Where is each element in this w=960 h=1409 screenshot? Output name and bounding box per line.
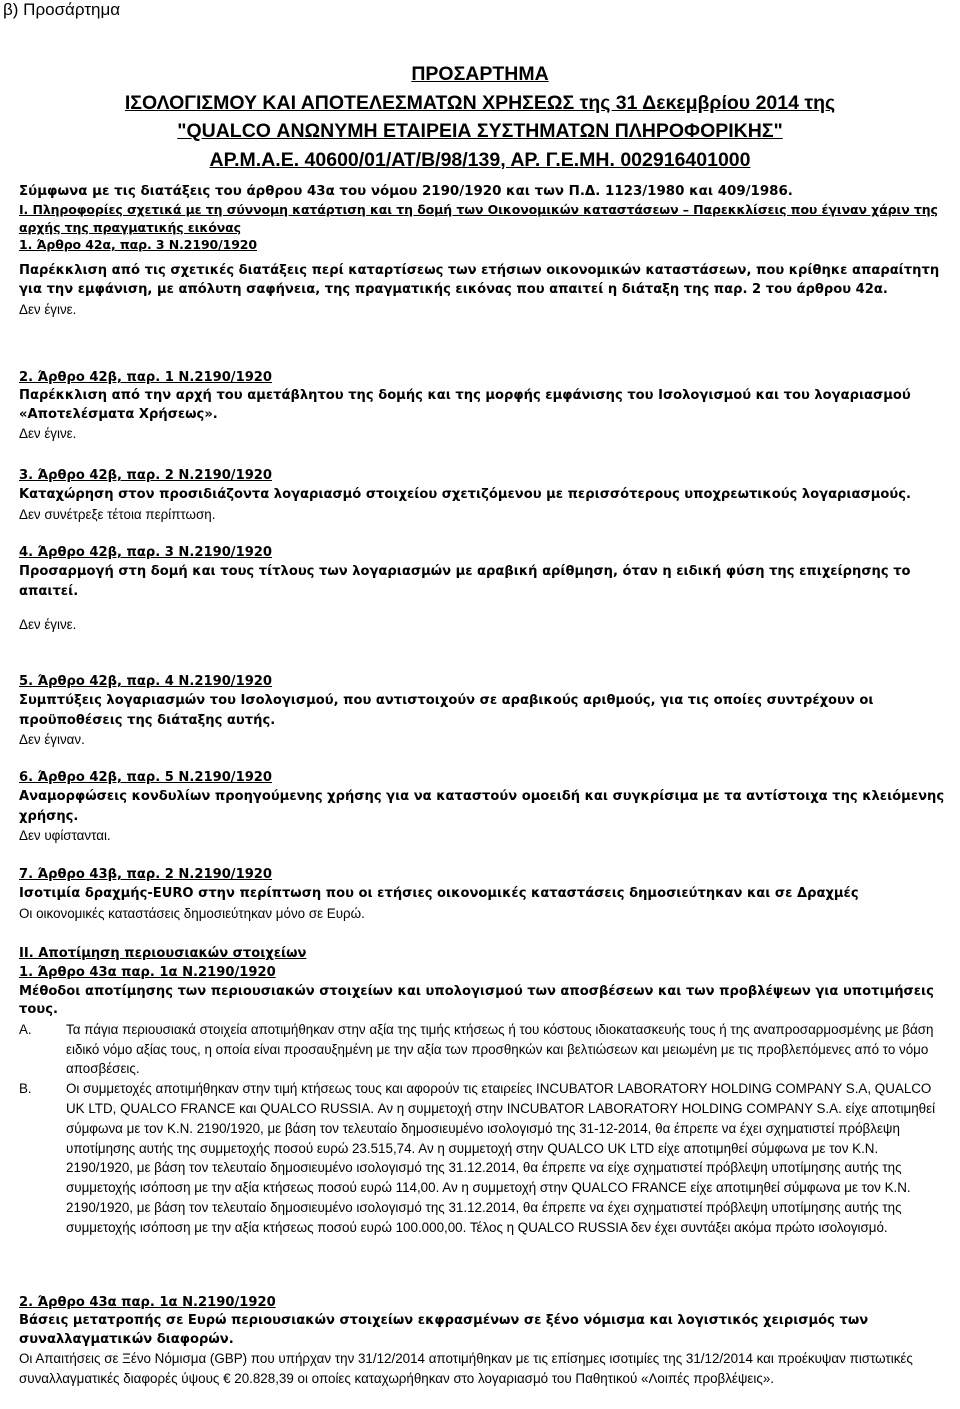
item-ref: 4. Άρθρο 42β, παρ. 3 Ν.2190/1920: [19, 545, 273, 560]
point-a: [19, 1020, 946, 1079]
point-b: [19, 1079, 946, 1237]
section-1-heading: Ι. Πληροφορίες σχετικά με τη σύννομη κατάρτιση και τη δομή των Οικονομικών καταστάσεων – Παρεκκλίσεις που έγιναν χάριν της αρχής της πραγματικής εικόνας: [19, 202, 938, 235]
item-answer: Δεν συνέτρεξε τέτοια περίπτωση.: [19, 506, 216, 522]
item-6: [19, 768, 946, 846]
item-ref: 6. Άρθρο 42β, παρ. 5 Ν.2190/1920: [19, 770, 273, 785]
item-text: Οι Απαιτήσεις σε Ξένο Νόμισμα (GBP) που υπήρχαν την 31/12/2014 αποτιμήθηκαν με τις επίσημες ισοτιμίες της 31/12/2014 και προέκυψαν πιστωτικές συναλλαγματικές διαφορές ύψους € 20.828,39 οι οποίες καταχωρήθηκαν στο λογαριασμό του Παθητικού «Λοιπές προβλέψεις».: [19, 1351, 913, 1386]
item-desc: Καταχώρηση στον προσιδιάζοντα λογαριασμό στοιχείου σχετιζόμενου με περισσότερους υποχρεωτικούς λογαριασμούς.: [19, 487, 911, 503]
item-desc: Μέθοδοι αποτίμησης των περιουσιακών στοιχείων και υπολογισμού των αποσβέσεων και των προβλέψεων για υποτιμήσεις τους.: [19, 983, 934, 1018]
item-7: [19, 865, 946, 923]
item-answer: Δεν έγινε.: [19, 426, 77, 442]
item-5: [19, 672, 946, 750]
title-line-4: ΑΡ.Μ.Α.Ε. 40600/01/ΑΤ/Β/98/139, ΑΡ. Γ.Ε.ΜΗ. 002916401000: [209, 148, 751, 171]
item-desc: Βάσεις μετατροπής σε Ευρώ περιουσιακών στοιχείων εκφρασμένων σε ξένο νόμισμα και λογιστικός χειρισμός των συναλλαγματικών διαφορών.: [19, 1313, 869, 1347]
point-letter: Β.: [19, 1081, 32, 1097]
item-desc: Προσαρμογή στη δομή και τους τίτλους των λογαριασμών με αραβική αρίθμηση, όταν η ειδική φύση της επιχείρησης το απαιτεί.: [19, 564, 911, 599]
section-2: [19, 944, 946, 1238]
title-line-3: "QUALCO ΑΝΩΝΥΜΗ ΕΤΑΙΡΕΙΑ ΣΥΣΤΗΜΑΤΩΝ ΠΛΗΡΟΦΟΡΙΚΗΣ": [177, 120, 783, 142]
item-answer: Δεν έγιναν.: [19, 732, 85, 748]
item-ref: 7. Άρθρο 43β, παρ. 2 Ν.2190/1920: [19, 867, 273, 882]
item-desc: Αναμορφώσεις κονδυλίων προηγούμενης χρήσης για να καταστούν ομοειδή και συγκρίσιμα με τα αντίστοιχα της κλειόμενης χρήσης.: [19, 789, 945, 824]
item-3: [19, 466, 946, 524]
item-ref: 2. Άρθρο 42β, παρ. 1 Ν.2190/1920: [19, 370, 273, 385]
point-text: Τα πάγια περιουσιακά στοιχεία αποτιμήθηκαν στην αξία της τιμής κτήσεως ή του κόστους ιδιοκατασκευής τους ή της αναπροσαρμοσμένης με βάση ειδικό νόμο αξίας τους, η οποία είναι προσαυξημένη με την αξία των προσθηκών και βελτιώσεων και μειωμένη με τις προβλεπόμενες από το νόμο αποσβέσεις.: [66, 1021, 934, 1077]
item-answer: Δεν έγινε.: [19, 301, 77, 317]
title-line-1: ΠΡΟΣΑΡΤΗΜΑ: [411, 63, 549, 85]
item-desc: Ισοτιμία δραχμής-EURO στην περίπτωση που οι ετήσιες οικονομικές καταστάσεις δημοσιεύτηκαν και σε Δραχμές: [19, 886, 859, 902]
item-answer: Οι οικονομικές καταστάσεις δημοσιεύτηκαν μόνο σε Ευρώ.: [19, 905, 365, 921]
point-text: Οι συμμετοχές αποτιμήθηκαν στην τιμή κτήσεως τους και αφορούν τις εταιρείες INCUBATOR LABORATORY HOLDING COMPANY S.A, QUALCO UK LTD, QUALCO FRANCE και QUALCO RUSSIA. Αν η συμμετοχή στην INCUBATOR LABORATORY HOLDING COMPANY S.A. είχε αποτιμηθεί σύμφωνα με τον Κ.Ν. 2190/1920, με βάση τον τελευταίο δημοσιευμένο ισολογισμό της 31-12-2014, θα έπρεπε να έχει σχηματιστεί πρόβλεψη υποτίμησης αυτής της συμμετοχής ποσού ευρώ 23.515,74. Αν η συμμετοχή στην QUALCO UK LTD είχε αποτιμηθεί σύμφωνα με τον Κ.Ν. 2190/1920, με βάση τον τελευταίο δημοσιευμένο ισολογισμό της 31.12.2014, θα έπρεπε να είχε σχηματιστεί πρόβλεψη υποτίμησης αυτής της συμμετοχής ισόποση με την αξία κτήσεως ποσού ευρώ 114,00. Αν η συμμετοχή στην QUALCO FRANCE είχε αποτιμηθεί σύμφωνα με τον Κ.Ν. 2190/1920, με βάση τον τελευταίο δημοσιευμένο ισολογισμό της 31.12.2014, θα έπρεπε να έχει σχηματιστεί πρόβλεψη υποτίμησης αυτής της συμμετοχής ισόποση με την αξία κτήσεως ποσού ευρώ 100.000,00. Τέλος η QUALCO RUSSIA δεν έχει συντάξει ακόμα πρώτο ισολογισμό.: [66, 1081, 936, 1235]
item-2: [19, 368, 946, 444]
item-desc: Συμπτύξεις λογαριασμών του Ισολογισμού, που αντιστοιχούν σε αραβικούς αριθμούς, για τις οποίες συντρέχουν οι προϋποθέσεις της διάταξης αυτής.: [19, 693, 874, 728]
point-letter: Α.: [19, 1021, 32, 1037]
item-answer: Δεν υφίστανται.: [19, 828, 111, 844]
title-line-2: ΙΣΟΛΟΓΙΣΜΟΥ ΚΑΙ ΑΠΟΤΕΛΕΣΜΑΤΩΝ ΧΡΗΣΕΩΣ της 31 Δεκεμβρίου 2014 της: [124, 91, 836, 114]
item-desc: Παρέκκλιση από τις σχετικές διατάξεις περί καταρτίσεως των ετήσιων οικονομικών καταστάσεων, που κρίθηκε απαραίτητη για την εμφάνιση, με απόλυτη σαφήνεια, της πραγματικής εικόνας που απαιτεί η διάταξη της παρ. 2 του άρθρου 42α.: [19, 263, 940, 297]
section-1: [19, 201, 946, 254]
item-desc: Παρέκκλιση από την αρχή του αμετάβλητου της δομής και της μορφής εμφάνισης του Ισολογισμού και του λογαριασμού «Αποτελέσματα Χρήσεως».: [19, 388, 911, 422]
intro-statement: Σύμφωνα με τις διατάξεις του άρθρου 43α του νόμου 2190/1920 και των Π.Δ. 1123/1980 και 409/1986.: [19, 184, 793, 199]
item-answer: Δεν έγινε.: [19, 617, 77, 633]
document-title: [0, 60, 960, 174]
item-ref: 1. Άρθρο 43α παρ. 1α Ν.2190/1920: [19, 965, 276, 981]
section-2-heading: ΙΙ. Αποτίμηση περιουσιακών στοιχείων: [19, 946, 307, 961]
item-ref: 2. Άρθρο 43α παρ. 1α Ν.2190/1920: [19, 1295, 276, 1310]
item-4: [19, 543, 946, 635]
item-1-desc-block: [19, 262, 946, 319]
appendix-label: β) Προσάρτημα: [3, 0, 121, 19]
item-ref: 3. Άρθρο 42β, παρ. 2 Ν.2190/1920: [19, 468, 273, 483]
section-2-item-2: [19, 1293, 946, 1389]
item-ref: 5. Άρθρο 42β, παρ. 4 Ν.2190/1920: [19, 674, 273, 689]
item-ref: 1. Άρθρο 42α, παρ. 3 Ν.2190/1920: [19, 237, 257, 252]
